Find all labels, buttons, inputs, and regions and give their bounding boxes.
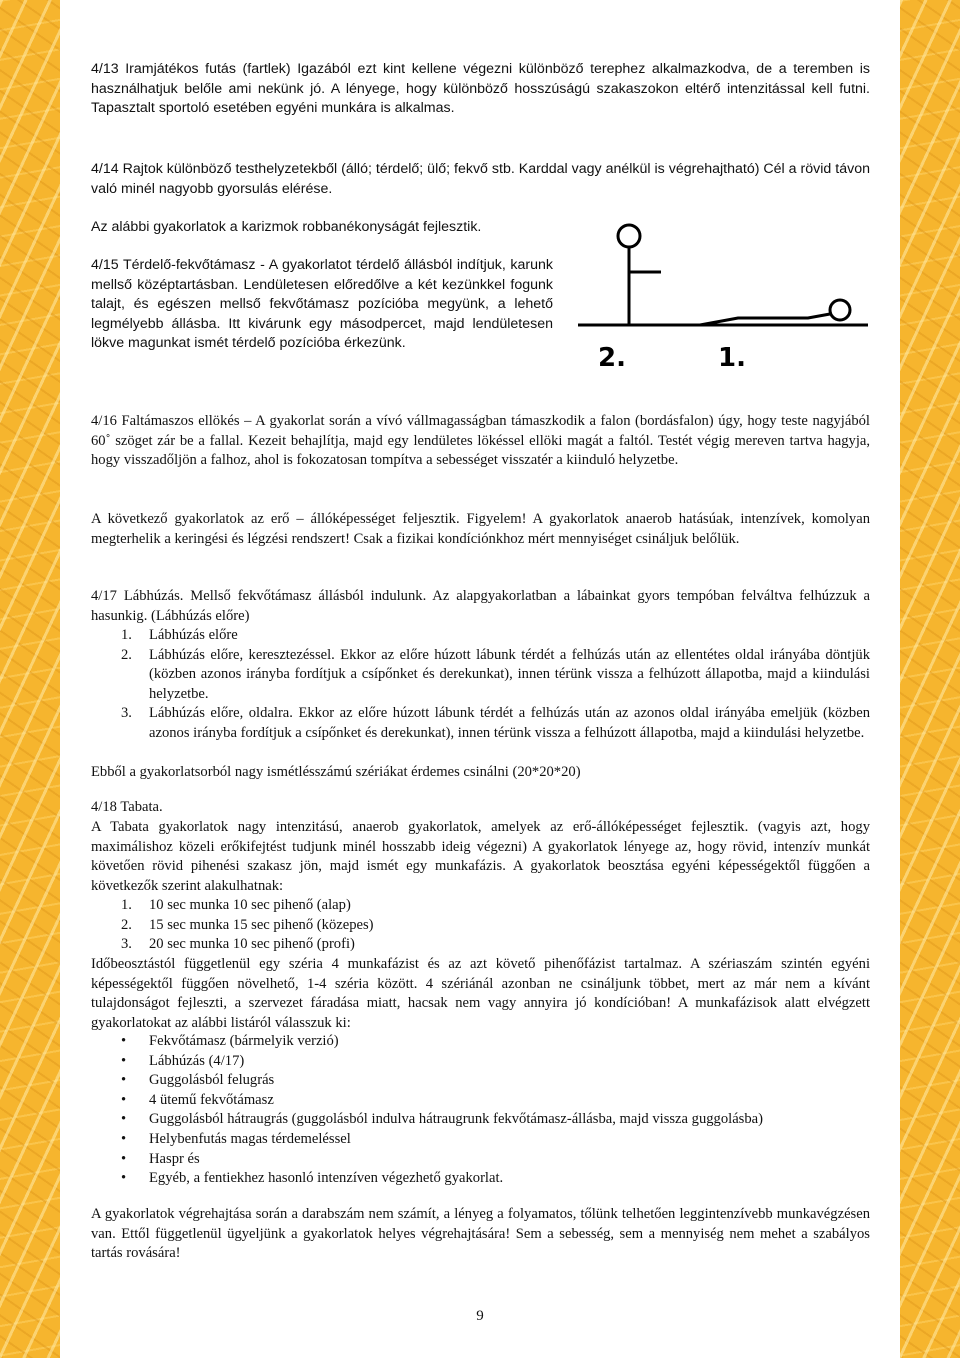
paragraph-series: Ebből a gyakorlatsorból nagy ismétlésszámú szériákat érdemes csinálni (20*20*20) — [91, 764, 581, 780]
list-item: • Fekvőtámasz (bármelyik verzió) — [121, 1033, 339, 1049]
heading-4-18: 4/18 Tabata. — [91, 799, 163, 815]
list-item: 3. Lábhúzás előre, oldalra. Ekkor az előre húzott lábunk térdét a felhúzás után az azonos oldal irányába emeljük (közben azonos irányba fordítjuk a csípőnket és derekunkat), innen térünk vissza a felhúzott állapotba, majd a kiindulási helyzetbe. — [121, 705, 870, 741]
decorative-border-left — [0, 0, 60, 1358]
paragraph-warning: A következő gyakorlatok az erő – állóképességet feljesztik. Figyelem! A gyakorlatok anaerob hatásúak, intenzívek, komolyan megterhelik a keringési és légzési rendszert! Csak a fizikai kondíciónkhoz mért mennyiséget csináljuk belőlük. — [91, 511, 870, 547]
paragraph-intro-arm: Az alábbi gyakorlatok a karizmok robbanékonyságát fejlesztik. — [91, 219, 482, 235]
paragraph-tabata: A Tabata gyakorlatok nagy intenzitású, anaerob gyakorlatok, amelyek az erő-állóképességet fejlesztik. (vagyis azt, hogy maximálishoz közeli erőkifejtést tudjunk minél hosszabb ideig végezni) A gyakorlatok lényege az, hogy rövid, intenzív munkát követően rövid pihenési szakasz jön, majd ismét egy munkafázis. A gyakorlatok beosztása egyéni képességektől függően a következők szerint alakulhatnak: — [91, 819, 870, 894]
paragraph-4-13: 4/13 Iramjátékos futás (fartlek) Igazából ezt kint kellene végezni különböző terephez alkalmazkodva, de a teremben is használhatjuk belőle ami nekünk jó. A lényege, hogy különböző hosszúságú szakaszokon eltérő intenzitással kell futni. Tapasztalt sportoló esetében egyéni munkára is alkalmas. — [91, 61, 870, 117]
prone-figure-body — [700, 314, 830, 325]
list-item: • 4 ütemű fekvőtámasz — [121, 1091, 274, 1108]
list-tabata — [91, 896, 870, 955]
page-number: 9 — [476, 1308, 484, 1324]
paragraph-closing: A gyakorlatok végrehajtása során a darabszám nem számít, a lényeg a folyamatos, tőlünk telhetően leggintenzívebb munkavégzésen van. Ettől függetlenül ügyeljünk a gyakorlatok helyes végrehajtására! Sem a sebesség, sem a mennyiség nem mehet a szabályos tartás rovására! — [91, 1206, 870, 1262]
list-item: • Egyéb, a fentiekhez hasonló intenzíven végezhető gyakorlat. — [121, 1170, 504, 1187]
paragraph-4-17: 4/17 Lábhúzás. Mellső fekvőtámasz állásból indulunk. Az alapgyakorlatban a lábainkat gyors tempóban felváltva felhúzzuk a hasunkig. (Lábhúzás előre) — [91, 588, 870, 624]
decorative-border-right — [900, 0, 960, 1358]
figure-head-icon — [618, 225, 640, 247]
list-item: 2. 15 sec munka 15 sec pihenő (közepes) — [121, 916, 374, 933]
paragraph-series-info: Időbeosztástól függetlenül egy széria 4 munkafázist és az azt követő pihenőfázist tartalmaz. A szériaszám szintén egyéni képességektől függően növelhető, 1-4 széria között. 4 szériánál azonban ne csináljunk többet, mert az már nem a kívánt tulajdonságot fejleszti, a szervezet fáradása miatt, hacsak nem vagy annyira jó kondícióban! A munkafázisok alatt elvégzett gyakorlatokat az alábbi listáról válasszuk ki: — [91, 956, 870, 1031]
exercise-illustration — [578, 212, 872, 374]
prone-figure-head-icon — [830, 300, 850, 320]
list-item: 1. Lábhúzás előre — [121, 627, 238, 643]
list-item: • Guggolásból hátraugrás (guggolásból indulva hátraugrunk fekvőtámasz-állásba, majd vissza guggolásba) — [121, 1111, 763, 1128]
list-item: 1. 10 sec munka 10 sec pihenő (alap) — [121, 897, 351, 913]
paragraph-4-16: 4/16 Faltámaszos ellökés – A gyakorlat során a vívó vállmagasságban támaszkodik a falon (bordásfalon) úgy, hogy teste nagyjából 60˚ szöget zár be a fallal. Kezeit behajlítja, majd egy lendületes lökéssel ellöki magát a faltól. Testét végig mereven tartva hagyja, hogy visszadőljön a falhoz, ahol is fokozatosan tompítva a sebességet visszatér a kiinduló helyzetbe. — [91, 413, 870, 469]
list-item: • Haspr és — [121, 1150, 200, 1167]
list-exercises — [91, 1032, 870, 1189]
figure-label-1: 1. — [718, 343, 746, 373]
list-labhuzas — [91, 626, 870, 744]
list-item: 3. 20 sec munka 10 sec pihenő (profi) — [121, 936, 355, 953]
paragraph-4-15: 4/15 Térdelő-fekvőtámasz - A gyakorlatot térdelő állásból indítjuk, karunk mellső középtartásban. Lendületesen előredőlve a két kezünkkel fogunk talajt, és egészen mellső fekvőtámasz pozícióba megyünk, a lehető legmélyebb állásba. Itt kivárunk egy másodpercet, majd lendületesen lökve magunkat ismét térdelő pozícióba érkezünk. — [91, 257, 553, 352]
list-item: • Guggolásból felugrás — [121, 1072, 275, 1089]
list-item: • Lábhúzás (4/17) — [121, 1052, 245, 1069]
figure-label-2: 2. — [598, 343, 626, 373]
list-item: • Helybenfutás magas térdemeléssel — [121, 1130, 351, 1147]
list-item: 2. Lábhúzás előre, keresztezéssel. Ekkor az előre húzott lábunk térdét a felhúzás után az ellentétes oldal irányába döntjük (közben azonos irányba fordítjuk a csípőnket és derekunkat), innen térünk vissza a felhúzott állapotba, majd a kiindulási helyzetbe. — [121, 646, 870, 702]
paragraph-4-14: 4/14 Rajtok különböző testhelyzetekből (álló; térdelő; ülő; fekvő stb. Karddal vagy anélkül is végrehajtható) Cél a rövid távon való minél nagyobb gyorsulás elérése. — [91, 161, 870, 197]
